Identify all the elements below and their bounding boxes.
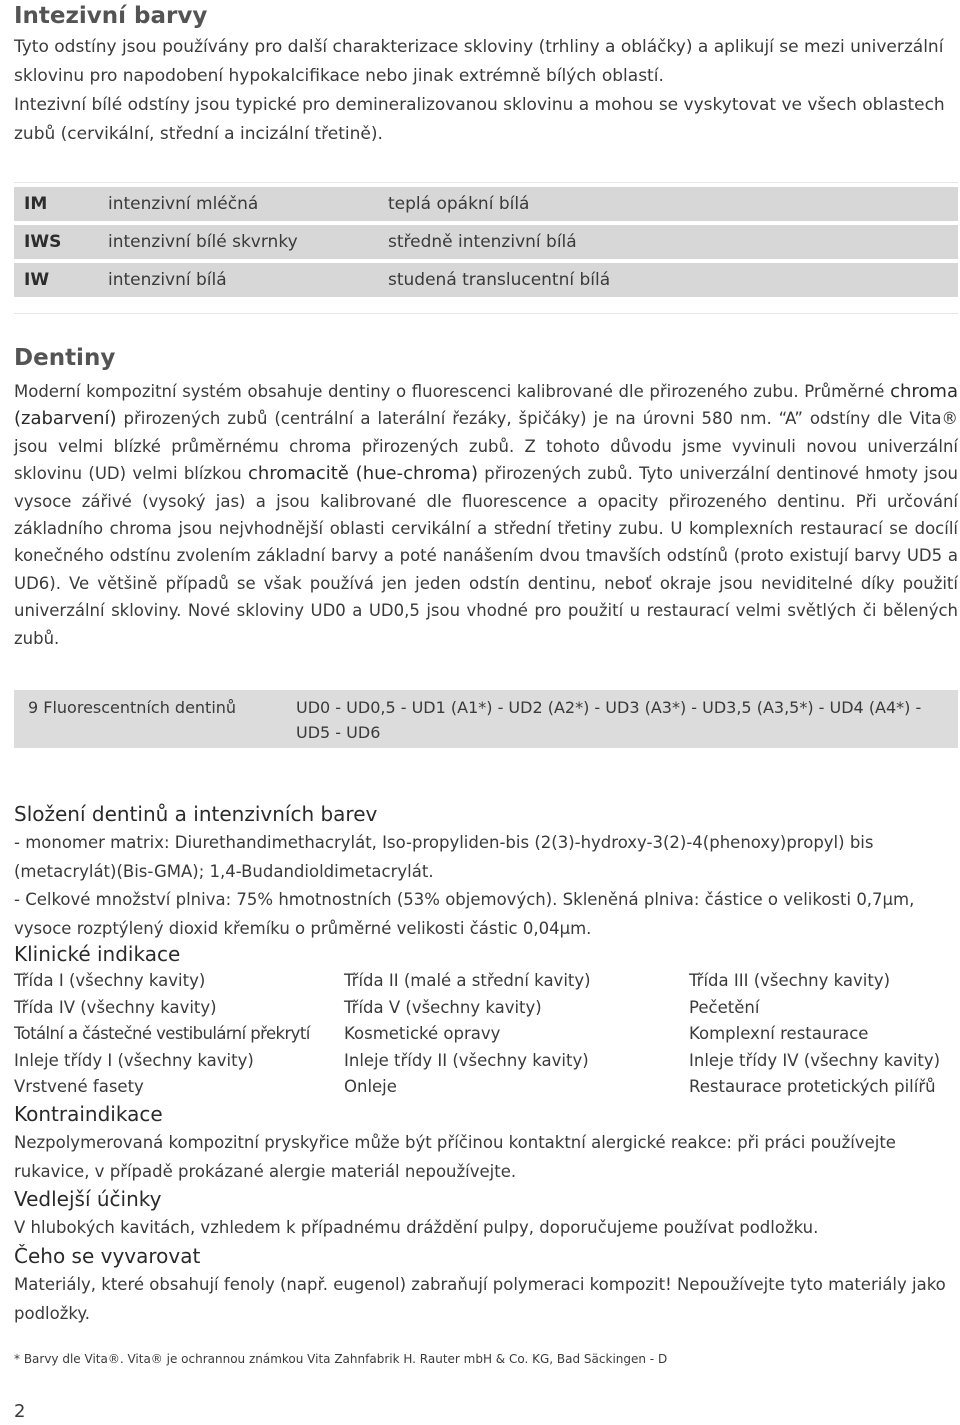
intensive-colors-table [14, 182, 958, 314]
indication: Třída II (malé a střední kavity) [344, 971, 591, 990]
indication: Kosmetické opravy [344, 1024, 501, 1044]
indication: Třída V (všechny kavity) [344, 997, 542, 1017]
composition-line-1: - monomer matrix: Diurethandimethacrylát, Iso-propyliden-bis (2(3)-hydroxy-3(2)-4(phenoxy)propyl) bis (metacrylát)(Bis-GMA); 1,4-Budandioldimetacrylát. [14, 833, 874, 881]
indication: Vrstvené fasety [14, 1077, 144, 1097]
indication: Onleje [344, 1077, 397, 1097]
dentins-paragraph: Moderní kompozitní systém obsahuje dentiny o fluorescenci kalibrované dle přirozeného zubu. Průměrné chroma (zabarvení) přirozených zubů (centrální a laterální řezáky, špičáky) je na úrovni 580 nm. “A” odstíny dle Vita® jsou velmi blízké průměrnému chroma přirozených zubů. Z tohoto důvodu jsme vyvinuli novou univerzální sklovinu (UD) velmi blízkou chromacitě (hue-chroma) přirozených zubů. Tyto univerzální dentinové hmoty jsou vysoce zářivé (vysoký jas) a jsou kalibrované dle fluorescence a opacity přirozeného dentinu. Při určování základního chroma jsou nejvhodnější oblasti cervikální a střední třetiny zubu. U komplexních restaurací se docílí konečného odstínu zvolením základní barvy a poté nanášením dvou tmavších odstínů (proto existují barvy UD5 a UD6). Ve většině případů se však používá jen jeden odstín dentinu, neboť okraje jsou neviditelné díky použití univerzální skloviny. Nové skloviny UD0 a UD0,5 jsou vhodné pro použití u restaurací velmi světlých či bělených zubů. [14, 381, 958, 648]
intensive-paragraph-1: Tyto odstíny jsou používány pro další charakterizace skloviny (trhliny a obláčky) a aplikují se mezi univerzální sklovinu pro napodobení hypokalcifikace nebo jinak extrémně bílých oblastí. [14, 37, 944, 86]
emphasis-chroma: chroma (zabarvení) [14, 381, 958, 430]
indication: Restaurace protetických pilířů [689, 1077, 936, 1097]
indication: Pečetění [689, 997, 760, 1017]
avoid-text: Materiály, které obsahují fenoly (např. eugenol) zabraňují polymeraci kompozit! Nepoužívejte tyto materiály jako podložky. [14, 1275, 946, 1323]
section-heading-composition: Složení dentinů a intenzivních barev [14, 802, 378, 826]
indications-grid [14, 968, 958, 1101]
indication: Třída IV (všechny kavity) [14, 997, 217, 1017]
list-item [14, 968, 958, 995]
footnote: * Barvy dle Vita®. Vita® je ochrannou známkou Vita Zahnfabrik H. Rauter mbH & Co. KG, Bad Säckingen - D [14, 1352, 668, 1366]
section-heading-dentins: Dentiny [14, 345, 116, 371]
table-row [14, 187, 958, 221]
indication: Inleje třídy I (všechny kavity) [14, 1050, 254, 1070]
shade-code: IW [24, 270, 50, 290]
shade-description: studená translucentní bílá [388, 270, 611, 290]
page-number: 2 [14, 1401, 26, 1422]
indication: Totální a částečné vestibulární překrytí [14, 1024, 310, 1044]
section-heading-side-effects: Vedlejší účinky [14, 1187, 162, 1211]
emphasis-hue-chroma: chromacitě (hue-chroma) [247, 463, 478, 485]
fluorescent-dentins-box [14, 690, 958, 748]
table-row [14, 225, 958, 259]
list-item [14, 1021, 958, 1048]
shade-description: středně intenzivní bílá [388, 232, 577, 252]
list-item [14, 1048, 958, 1075]
shade-description: teplá opákní bílá [388, 194, 530, 214]
indication: Komplexní restaurace [689, 1024, 869, 1044]
list-item [14, 995, 958, 1022]
shade-code: IWS [24, 232, 62, 252]
indication: Inleje třídy IV (všechny kavity) [689, 1050, 941, 1070]
intensive-paragraph-2: Intezivní bílé odstíny jsou typické pro demineralizovanou sklovinu a mohou se vyskytovat ve všech oblastech zubů (cervikální, střední a incizální třetině). [14, 95, 945, 144]
section-heading-avoid: Čeho se vyvarovat [14, 1244, 201, 1268]
fluorescent-dentins-label: 9 Fluorescentních dentinů [28, 698, 237, 717]
list-item [14, 1074, 958, 1101]
fluorescent-dentins-list: UD0 - UD0,5 - UD1 (A1*) - UD2 (A2*) - UD3 (A3*) - UD3,5 (A3,5*) - UD4 (A4*) - UD5 - UD6 [296, 698, 922, 742]
section-heading-intensive: Intezivní barvy [14, 3, 208, 29]
section-heading-indications: Klinické indikace [14, 942, 181, 966]
table-row [14, 263, 958, 297]
indication: Třída III (všechny kavity) [689, 971, 891, 990]
section-heading-contraindications: Kontraindikace [14, 1102, 163, 1126]
shade-name: intenzivní bílé skvrnky [108, 232, 298, 252]
indication: Třída I (všechny kavity) [14, 971, 206, 990]
side-effects-text: V hlubokých kavitách, vzhledem k případnému dráždění pulpy, doporučujeme používat podložku. [14, 1218, 819, 1237]
shade-name: intenzivní mléčná [108, 194, 259, 214]
contraindications-text: Nezpolymerovaná kompozitní pryskyřice může být příčinou kontaktní alergické reakce: při práci používejte rukavice, v případě prokázané alergie materiál nepoužívejte. [14, 1133, 896, 1181]
indication: Inleje třídy II (všechny kavity) [344, 1050, 589, 1070]
composition-line-2: - Celkové množství plniva: 75% hmotnostních (53% objemových). Skleněná plniva: částice o velikosti 0,7µm, vysoce rozptýlený dioxid křemíku o průměrné velikosti částic 0,04µm. [14, 890, 915, 938]
shade-name: intenzivní bílá [108, 270, 227, 290]
shade-code: IM [24, 194, 48, 214]
